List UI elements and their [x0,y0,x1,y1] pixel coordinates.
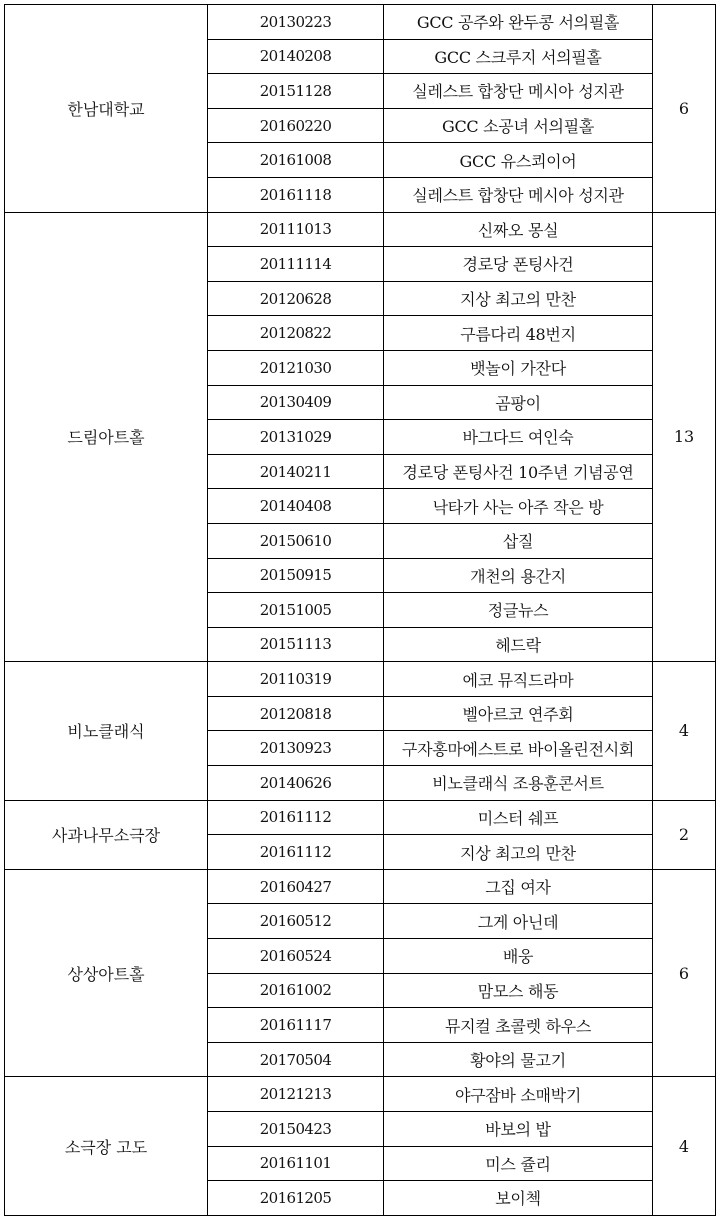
performance-title-cell: 실레스트 합창단 메시아 성지관 [384,74,653,109]
performance-date-cell: 20120628 [208,281,384,316]
table-row [5,869,716,904]
performance-title-cell: GCC 소공녀 서의필홀 [384,108,653,143]
venue-name-cell: 사과나무소극장 [5,800,208,869]
performance-date-cell: 20130923 [208,731,384,766]
performance-date-cell: 20151128 [208,74,384,109]
performance-date-cell: 20161112 [208,835,384,870]
performance-title-cell: 실레스트 합창단 메시아 성지관 [384,177,653,212]
venue-name-cell: 드림아트홀 [5,212,208,662]
venue-count-cell: 6 [653,5,716,213]
performance-title-cell: 구름다리 48번지 [384,316,653,351]
performance-date-cell: 20161118 [208,177,384,212]
performance-date-cell: 20160524 [208,939,384,974]
table-row [5,1077,716,1112]
performance-date-cell: 20140626 [208,766,384,801]
venue-name-cell: 비노클래식 [5,662,208,800]
venue-count-cell: 2 [653,800,716,869]
venue-name-cell: 한남대학교 [5,5,208,213]
performance-date-cell: 20140408 [208,489,384,524]
performance-title-cell: 낙타가 사는 아주 작은 방 [384,489,653,524]
performance-date-cell: 20131029 [208,420,384,455]
performance-title-cell: 그게 아닌데 [384,904,653,939]
performance-title-cell: 경로당 폰팅사건 [384,247,653,282]
performance-title-cell: GCC 스크루지 서의필홀 [384,39,653,74]
performance-date-cell: 20140211 [208,454,384,489]
performance-title-cell: 야구잠바 소매박기 [384,1077,653,1112]
performance-title-cell: 보이첵 [384,1181,653,1216]
performance-title-cell: 미스 쥴리 [384,1146,653,1181]
performance-title-cell: 헤드락 [384,627,653,662]
performance-title-cell: 신짜오 몽실 [384,212,653,247]
venue-performance-table [4,4,716,1216]
performance-date-cell: 20150915 [208,558,384,593]
performance-date-cell: 20150423 [208,1112,384,1147]
performance-date-cell: 20151005 [208,593,384,628]
venue-count-cell: 4 [653,662,716,800]
performance-title-cell: 미스터 쉐프 [384,800,653,835]
performance-title-cell: 맘모스 해동 [384,973,653,1008]
performance-title-cell: 비노클래식 조용훈콘서트 [384,766,653,801]
performance-date-cell: 20160220 [208,108,384,143]
performance-title-cell: 개천의 용간지 [384,558,653,593]
performance-date-cell: 20140208 [208,39,384,74]
performance-date-cell: 20120822 [208,316,384,351]
table-row [5,5,716,40]
performance-title-cell: 벨아르코 연주회 [384,696,653,731]
venue-name-cell: 소극장 고도 [5,1077,208,1215]
performance-date-cell: 20110319 [208,662,384,697]
venue-table-body [5,5,716,1216]
performance-date-cell: 20161101 [208,1146,384,1181]
performance-date-cell: 20130223 [208,5,384,40]
performance-title-cell: 황야의 물고기 [384,1042,653,1077]
performance-title-cell: 뮤지컬 초콜렛 하우스 [384,1008,653,1043]
performance-title-cell: 그집 여자 [384,869,653,904]
performance-date-cell: 20121030 [208,350,384,385]
performance-title-cell: GCC 유스쾨이어 [384,143,653,178]
performance-date-cell: 20121213 [208,1077,384,1112]
performance-title-cell: 배웅 [384,939,653,974]
performance-date-cell: 20160512 [208,904,384,939]
performance-date-cell: 20111013 [208,212,384,247]
performance-date-cell: 20160427 [208,869,384,904]
performance-date-cell: 20161008 [208,143,384,178]
performance-date-cell: 20161117 [208,1008,384,1043]
performance-date-cell: 20161112 [208,800,384,835]
venue-count-cell: 4 [653,1077,716,1215]
performance-title-cell: 바보의 밥 [384,1112,653,1147]
performance-date-cell: 20170504 [208,1042,384,1077]
performance-title-cell: GCC 공주와 완두콩 서의필홀 [384,5,653,40]
performance-date-cell: 20151113 [208,627,384,662]
performance-date-cell: 20120818 [208,696,384,731]
performance-title-cell: 지상 최고의 만찬 [384,835,653,870]
performance-title-cell: 뱃놀이 가잔다 [384,350,653,385]
performance-title-cell: 에코 뮤직드라마 [384,662,653,697]
performance-date-cell: 20161205 [208,1181,384,1216]
venue-count-cell: 6 [653,869,716,1077]
performance-title-cell: 경로당 폰팅사건 10주년 기념공연 [384,454,653,489]
performance-date-cell: 20161002 [208,973,384,1008]
performance-title-cell: 정글뉴스 [384,593,653,628]
performance-date-cell: 20150610 [208,523,384,558]
performance-date-cell: 20130409 [208,385,384,420]
performance-title-cell: 바그다드 여인숙 [384,420,653,455]
performance-title-cell: 곰팡이 [384,385,653,420]
performance-date-cell: 20111114 [208,247,384,282]
table-row [5,662,716,697]
performance-title-cell: 구자홍마에스트로 바이올린전시회 [384,731,653,766]
table-row [5,212,716,247]
table-row [5,800,716,835]
venue-name-cell: 상상아트홀 [5,869,208,1077]
performance-title-cell: 삽질 [384,523,653,558]
venue-count-cell: 13 [653,212,716,662]
performance-title-cell: 지상 최고의 만찬 [384,281,653,316]
